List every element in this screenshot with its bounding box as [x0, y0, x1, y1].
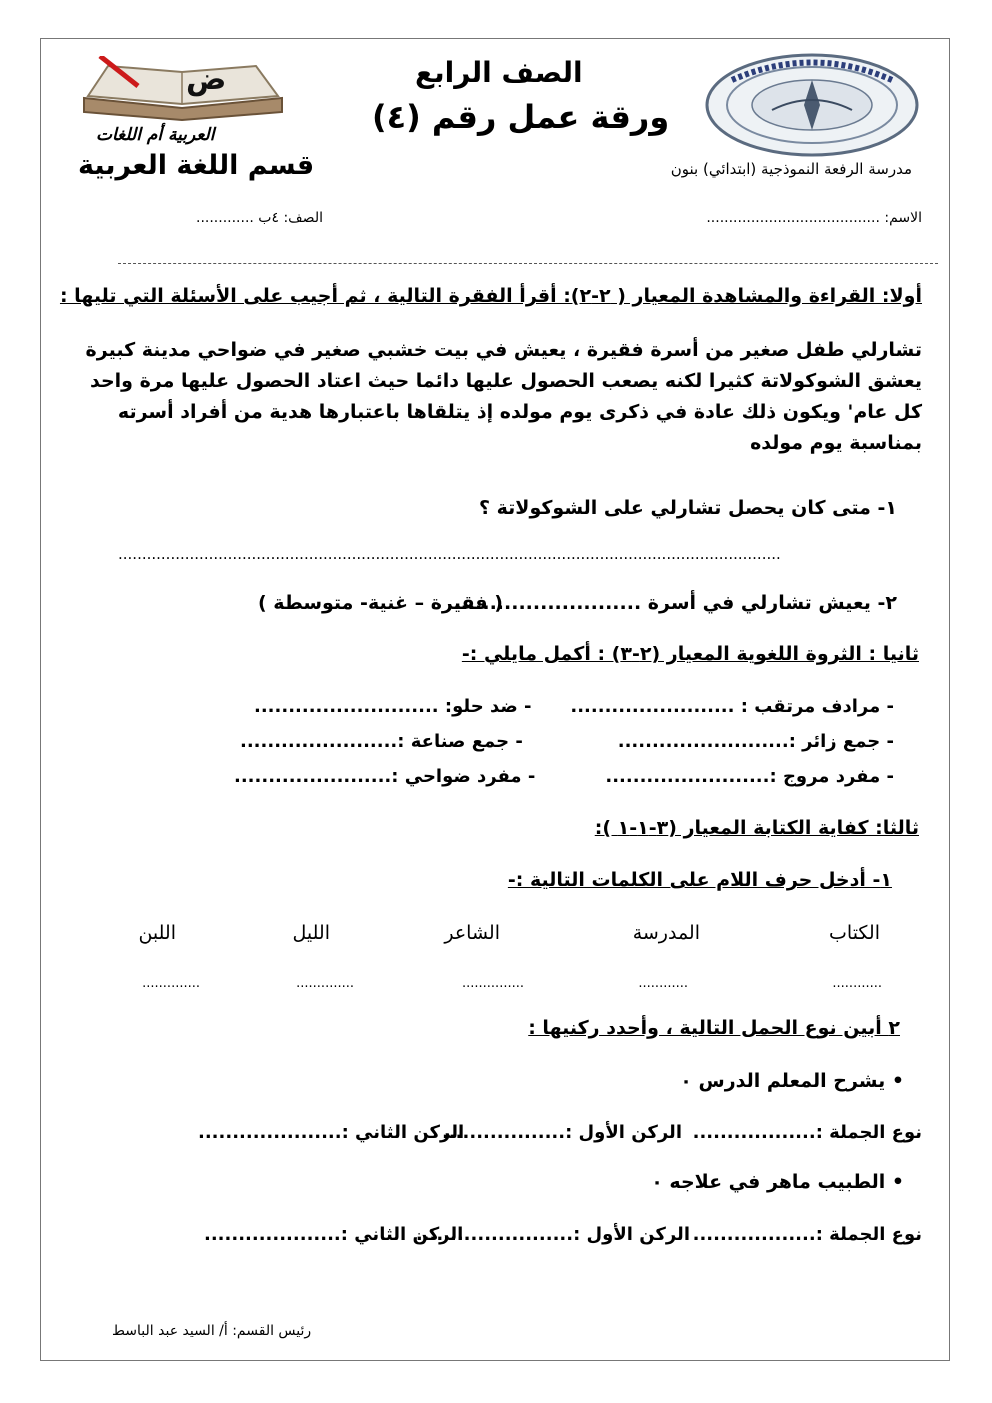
vocab-item[interactable]: - مرادف مرتقب : ........................ — [570, 696, 894, 717]
sentence-1: • يشرح المعلم الدرس ٠ — [680, 1070, 904, 1092]
department-title: قسم اللغة العربية — [78, 150, 315, 181]
paragraph-line: بمناسبة يوم مولده — [750, 432, 922, 454]
vocab-item[interactable]: - جمع زائر :......................... — [617, 731, 894, 752]
word-blank[interactable]: ............ — [832, 976, 882, 991]
grade-title: الصف الرابع — [415, 56, 583, 89]
sheet-title: ورقة عمل رقم (٤) — [372, 98, 670, 136]
section3-question-2: ٢ أبين نوع الحمل التالية ، وأحدد ركنيها : — [528, 1017, 900, 1039]
student-name-field[interactable]: الاسم: ....................................... — [706, 210, 922, 226]
question-1: ١- متى كان يحصل تشارلي على الشوكولاتة ؟ — [479, 497, 897, 519]
word-item: الشاعر — [444, 922, 500, 944]
vocab-item[interactable]: - مفرد مروج :........................ — [605, 766, 894, 787]
divider — [118, 263, 938, 264]
book-letter: ض — [186, 62, 227, 97]
sentence-2-second-pillar[interactable]: الركن الثاني :.................... — [204, 1224, 464, 1245]
vocab-item[interactable]: - جمع صناعة :....................... — [240, 731, 523, 752]
sentence-2-first-pillar[interactable]: الركن الأول :....................... — [415, 1224, 690, 1245]
word-item: اللبن — [138, 922, 176, 944]
word-blank[interactable]: ............ — [638, 976, 688, 991]
section3-heading: ثالثا: كفاية الكتابة المعيار (٣-١-١ ): — [594, 817, 919, 839]
section3-question-1: ١- أدخل حرف اللام على الكلمات التالية :- — [507, 869, 892, 891]
question-1-answer-line[interactable]: ........................................................................................................................................... — [118, 545, 781, 563]
slogan: العربية أم اللغات — [96, 125, 215, 145]
sentence-1-second-pillar[interactable]: الركن الثاني :..................... — [198, 1122, 465, 1143]
sentence-1-first-pillar[interactable]: الركن الأول :.................. — [442, 1122, 682, 1143]
word-item: الليل — [292, 922, 330, 944]
word-item: المدرسة — [632, 922, 700, 944]
vocab-item[interactable]: - مفرد ضواحي :....................... — [234, 766, 536, 787]
school-logo — [702, 50, 922, 160]
reading-paragraph — [85, 335, 922, 459]
word-blank[interactable]: ............... — [462, 976, 524, 991]
question-2-options: ( فقيرة – غنية- متوسطة ) — [258, 592, 503, 614]
student-class-field[interactable]: الصف: ٤ب ............. — [196, 210, 323, 226]
paragraph-line: كل عام' ويكون ذلك عادة في ذكرى يوم مولده إذ يتلقاها باعتبارها هدية من أفراد أسرته — [117, 401, 922, 423]
section2-heading: ثانيا : الثروة اللغوية المعيار (٢-٣) : أكمل مايلي :- — [461, 643, 919, 665]
sentence-1-type[interactable]: نوع الجملة :.................. — [692, 1122, 922, 1143]
paragraph-line: تشارلي طفل صغير من أسرة فقيرة ، يعيش في بيت خشبي صغير في ضواحي مدينة كبيرة — [85, 339, 922, 361]
word-blank[interactable]: .............. — [296, 976, 354, 991]
question-2: ٢- يعيش تشارلي في أسرة .......................... — [453, 592, 897, 614]
head-of-department: رئيس القسم: أ/ السيد عبد الباسط — [112, 1323, 312, 1339]
book-icon — [78, 56, 286, 124]
sentence-2-type[interactable]: نوع الجملة :.................. — [692, 1224, 922, 1245]
sentence-2: • الطبيب ماهر في علاجه ٠ — [651, 1171, 904, 1193]
word-item: الكتاب — [829, 922, 880, 944]
section1-heading: أولا: القراءة والمشاهدة المعيار ( ٢-٢): أقرأ الفقرة التالية ، ثم أجيب على الأسئلة التي تليها : — [59, 285, 922, 307]
word-blank[interactable]: .............. — [142, 976, 200, 991]
school-name: مدرسة الرفعة النموذجية (ابتدائي) بنون — [670, 160, 912, 178]
vocab-item[interactable]: - ضد حلو: ........................... — [254, 696, 532, 717]
paragraph-line: يعشق الشوكولاتة كثيرا لكنه يصعب الحصول عليها دائما حيث اعتاد الحصول عليها مرة واحد — [89, 370, 922, 392]
